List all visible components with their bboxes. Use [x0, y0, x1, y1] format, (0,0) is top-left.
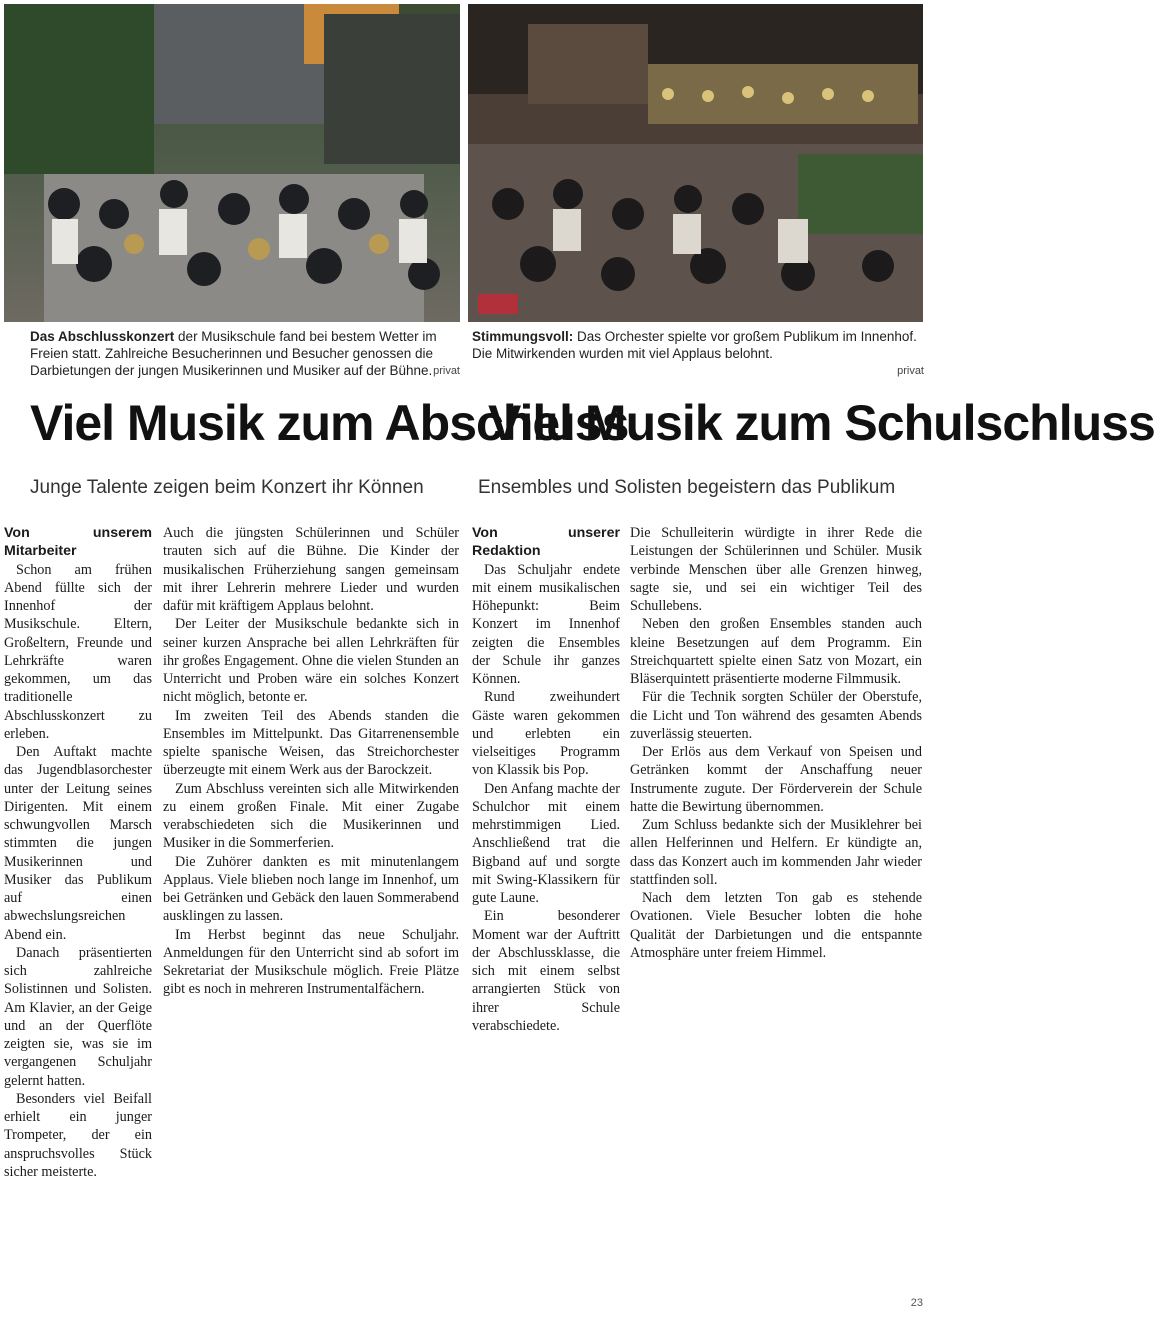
article-left-column-2 [163, 524, 459, 1284]
byline: Von unserem Mitarbeiter [4, 525, 152, 560]
paragraph: Den Anfang machte der Schulchor mit einem mehrstimmigen Lied. Anschließend trat die Bigband auf und sorgte mit Swing-Klassikern für gute Laune. [472, 780, 620, 906]
photo-caption-left [30, 328, 460, 382]
paragraph: Die Zuhörer dankten es mit minutenlangem Applaus. Viele blieben noch lange im Innenhof, um bei Getränken und Gebäck den lauen Sommerabend ausklingen zu lassen. [163, 853, 459, 925]
caption-lead: Das Abschlusskonzert [30, 329, 175, 344]
article-right-column-2 [630, 524, 922, 1284]
article-left-column-1 [4, 524, 152, 1314]
paragraph: Schon am frühen Abend füllte sich der Innenhof der Musikschule. Eltern, Großeltern, Freunde und Lehrkräfte waren gekommen, um das traditionelle Abschlusskonzert zu erleben. [4, 561, 152, 742]
paragraph: Zum Schluss bedankte sich der Musiklehrer bei allen Helferinnen und Helfern. Er kündigte an, dass das Konzert auch im kommenden Jahr wieder stattfinden soll. [630, 817, 922, 888]
paragraph: Ein besonderer Moment war der Auftritt der Abschlussklasse, die sich mit einem selbst arrangierten Stück von ihrer Schule verabschiedete. [472, 908, 620, 1034]
photo-concert-left [4, 4, 460, 322]
subheadline-left: Junge Talente zeigen beim Konzert ihr Können [30, 477, 424, 498]
paragraph: Für die Technik sorgten Schüler der Oberstufe, die Licht und Ton während des gesamten Abends zuverlässig steuerten. [630, 689, 922, 742]
paragraph: Nach dem letzten Ton gab es stehende Ovationen. Viele Besucher lobten die hohe Qualität der Darbietungen und die entspannte Atmosphäre unter freiem Himmel. [630, 890, 922, 961]
photo-caption-right [472, 328, 924, 382]
paragraph: Auch die jüngsten Schülerinnen und Schüler trauten sich auf die Bühne. Die Kinder der musikalischen Früherziehung sangen gemeinsam mit ihrer Lehrerin mehrere Lieder und wurden dafür mit kräftigem Applaus belohnt. [163, 525, 459, 614]
paragraph: Im Herbst beginnt das neue Schuljahr. Anmeldungen für den Unterricht sind ab sofort im Sekretariat der Musikschule möglich. Freie Plätze gibt es noch in mehreren Instrumentalfächern. [163, 926, 459, 998]
subheadline-right: Ensembles und Solisten begeistern das Publikum [478, 477, 896, 498]
headline-right: Viel Musik zum Schulschluss [488, 395, 1155, 451]
photo-credit: privat [433, 365, 460, 377]
paragraph: Rund zweihundert Gäste waren gekommen und erlebten ein vielseitiges Programm von Klassik bis Pop. [472, 689, 620, 779]
paragraph: Der Leiter der Musikschule bedankte sich in seiner kurzen Ansprache bei allen Lehrkräften für ihr großes Engagement. Ohne die vielen Stunden an Unterricht und Proben wäre ein solches Konzert nicht möglich, betonte er. [163, 616, 459, 706]
photo-credit: privat [897, 365, 924, 377]
headline-left: Viel Musik zum Abschluss [30, 395, 629, 451]
article-right-column-1 [472, 524, 620, 1278]
caption-lead: Stimmungsvoll: [472, 329, 574, 344]
paragraph: Im zweiten Teil des Abends standen die Ensembles im Mittelpunkt. Das Gitarrenensemble spielte spanische Weisen, das Streichorchester überzeugte mit einem Werk aus der Barockzeit. [163, 707, 459, 779]
paragraph: Der Erlös aus dem Verkauf von Speisen und Getränken kommt der Anschaffung neuer Instrumente zugute. Der Förderverein der Schule hatte die Bewirtung übernommen. [630, 744, 922, 815]
paragraph: Danach präsentierten sich zahlreiche Solistinnen und Solisten. Am Klavier, an der Geige und an der Querflöte zeigten sie, was sie im vergangenen Schuljahr gelernt hatten. [4, 944, 152, 1089]
paragraph: Den Auftakt machte das Jugendblasorchester unter der Leitung seines Dirigenten. Mit einem schwungvollen Marsch stimmten die jungen Musikerinnen und Musiker das Publikum auf einen abwechslungsreichen Abend ein. [4, 744, 152, 943]
caption-text: der Musikschule fand bei bestem Wetter im Freien statt. Zahlreiche Besucherinnen und Besucher genossen die Darbietungen der jungen Musikerinnen und Musiker auf der Bühne. [30, 329, 437, 378]
caption-text: Das Orchester spielte vor großem Publikum im Innenhof. Die Mitwirkenden wurden mit viel Applaus belohnt. [472, 329, 917, 361]
photo-concert-right [468, 4, 923, 322]
paragraph: Neben den großen Ensembles standen auch kleine Besetzungen auf dem Programm. Ein Streichquartett spielte einen Satz von Mozart, ein Bläserquintett präsentierte moderne Filmmusik. [630, 616, 922, 687]
paragraph: Zum Abschluss vereinten sich alle Mitwirkenden zu einem großen Finale. Mit einer Zugabe verabschiedeten sich die Musikerinnen und Musiker in die Sommerferien. [163, 780, 459, 852]
paragraph: Das Schuljahr endete mit einem musikalischen Höhepunkt: Beim Konzert im Innenhof zeigten die Ensembles der Schule ihr ganzes Können. [472, 561, 620, 687]
byline: Von unserer Redaktion [472, 525, 620, 560]
paragraph: Die Schulleiterin würdigte in ihrer Rede die Leistungen der Schülerinnen und Schüler. Musik verbinde Menschen über alle Grenzen hinweg, sagte sie, und sei ein wichtiger Teil des Schullebens. [630, 525, 922, 614]
paragraph: Besonders viel Beifall erhielt ein junger Trompeter, der ein anspruchsvolles Stück sicher meisterte. [4, 1090, 152, 1180]
page-number: 23 [910, 1297, 923, 1309]
